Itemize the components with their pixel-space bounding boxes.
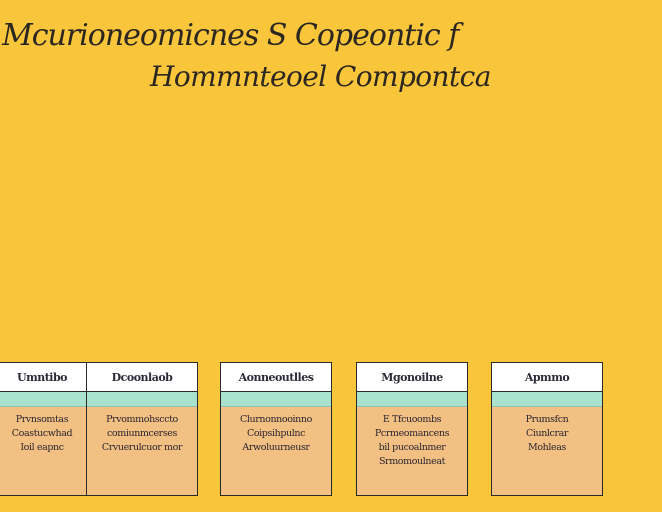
card-header: Aonneoutlles — [221, 363, 331, 392]
card-body-line: Crvuerulcuor mor — [101, 442, 183, 453]
card-body — [87, 407, 197, 455]
card-4 — [356, 362, 468, 496]
card-body — [0, 407, 97, 455]
card-body-line: Ciunlcrar — [525, 428, 569, 439]
card-body-line: bil pucoalnmer — [378, 442, 446, 453]
card-stripe — [87, 392, 197, 407]
card-body-line: Coastucwhad — [11, 428, 73, 439]
card-header: Dcoonlaob — [87, 363, 197, 392]
card-body-line: comiunmcerses — [107, 428, 177, 439]
title-line-2: Hommnteoel Compontca — [150, 60, 491, 93]
card-body — [357, 407, 467, 469]
card-header: Umntibo — [0, 363, 97, 392]
card-body-line: Mohleas — [528, 442, 566, 453]
card-stripe — [221, 392, 331, 407]
card-5 — [491, 362, 603, 496]
card-body-line: Clurnonnooinno — [240, 414, 312, 425]
card-body — [221, 407, 331, 455]
card-header: Mgonoilne — [357, 363, 467, 392]
card-header: Apmmo — [492, 363, 602, 392]
card-body-line: E Tfcuoombs — [382, 414, 442, 425]
card-stripe — [0, 392, 97, 407]
card-2 — [86, 362, 198, 496]
title-line-1: Mcurioneomicnes S Copeontic f — [2, 18, 459, 53]
card-stripe — [492, 392, 602, 407]
card-body-line: Arwoluurneusr — [242, 442, 310, 453]
card-body-line: Prvnsomtas — [15, 414, 69, 425]
card-row — [0, 362, 570, 498]
card-body-line: Prumsfcn — [525, 414, 569, 425]
card-body — [492, 407, 602, 455]
card-body-line: Pcrmeomancens — [374, 428, 450, 439]
card-body-line: Ioil eapnc — [20, 442, 64, 453]
card-stripe — [357, 392, 467, 407]
card-1 — [0, 362, 98, 496]
card-3 — [220, 362, 332, 496]
card-body-line: Srmomoulneat — [378, 456, 446, 467]
card-body-line: Prvommohsccto — [106, 414, 178, 425]
card-body-line: Coipsihpulnc — [246, 428, 306, 439]
